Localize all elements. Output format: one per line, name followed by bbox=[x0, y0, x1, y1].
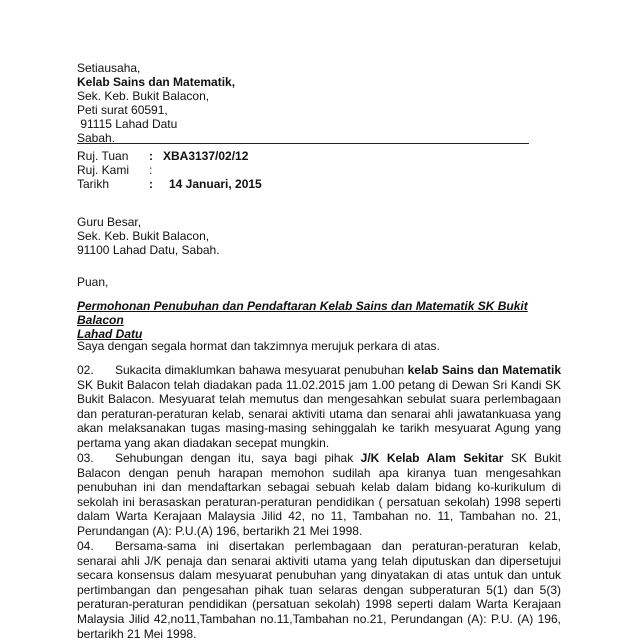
subject-line-1: Permohonan Penubuhan dan Pendaftaran Kelab Sains dan Matematik SK Bukit Balacon bbox=[77, 299, 528, 327]
sender-postcode: 91115 Lahad Datu bbox=[77, 117, 178, 131]
paragraph-02 bbox=[77, 363, 561, 451]
ref-value: XBA3137/02/12 bbox=[163, 149, 249, 163]
ref-value: 14 Januari, 2015 bbox=[169, 177, 262, 191]
ref-colon: : bbox=[149, 163, 153, 177]
paragraph-04 bbox=[77, 539, 561, 641]
paragraph-number: 04. bbox=[77, 539, 94, 553]
subject-line-2: Lahad Datu bbox=[77, 327, 143, 341]
paragraph-number: 03. bbox=[77, 451, 94, 465]
paragraph-text: Sehubungan dengan itu, saya bagi pihak bbox=[115, 451, 361, 465]
sender-title: Setiausaha, bbox=[77, 61, 141, 75]
ref-colon: : bbox=[149, 177, 153, 191]
letter-subject bbox=[77, 299, 561, 341]
ref-label: Tarikh bbox=[77, 177, 110, 191]
header-divider bbox=[77, 143, 529, 144]
recipient-title: Guru Besar, bbox=[77, 215, 142, 229]
paragraph-text: SK Bukit Balacon telah diadakan pada 11.02.2015 jam 1.00 petang di Dewan Sri Kandi SK Bukit Balacon. Mesyuarat telah memutus dan mengesahkan sebulat suara perlembagaan dan peraturan-peraturan kelab, senarai aktiviti utama dan senarai ahli jawatankuasa yang akan melaksanakan tugas masing-masing sehinggalah ke tarikh mesyuarat Agung yang pertama yang akan diadakan secepat mungkin. bbox=[77, 377, 561, 450]
ref-label: Ruj. Tuan bbox=[77, 149, 129, 163]
paragraph-text: SK Bukit Balacon dengan penuh harapan memohon sudilah apa kiranya tuan mengesahkan penubuhan ini dan mendaftarkan sebagai sebuah kelab dalam bidang ko-kurikulum di sekolah ini berasaskan peraturan-peraturan pendidikan ( persatuan sekolah) 1998 seperti dalam Warta Kerajaan Malaysia Jilid 42, no 11, Tambahan no. 11, Tambahan no. 21, Perundangan (A): P.U.(A) 196, bertarikh 21 Mei 1998. bbox=[77, 451, 561, 538]
club-name-bold: kelab Sains dan Matematik bbox=[407, 363, 561, 377]
sender-club: Kelab Sains dan Matematik, bbox=[77, 75, 236, 89]
ref-label: Ruj. Kami bbox=[77, 163, 130, 177]
recipient-address: 91100 Lahad Datu, Sabah. bbox=[77, 243, 220, 257]
committee-name-bold: J/K Kelab Alam Sekitar bbox=[360, 451, 504, 465]
opening-sentence: Saya dengan segala hormat dan takzimnya merujuk perkara di atas. bbox=[77, 339, 440, 353]
ref-colon: : bbox=[149, 149, 153, 163]
paragraph-number: 02. bbox=[77, 363, 94, 377]
sender-school: Sek. Keb. Bukit Balacon, bbox=[77, 89, 210, 103]
salutation: Puan, bbox=[77, 275, 109, 289]
sender-po-box: Peti surat 60591, bbox=[77, 103, 168, 117]
sender-state: Sabah. bbox=[77, 131, 116, 145]
recipient-school: Sek. Keb. Bukit Balacon, bbox=[77, 229, 210, 243]
paragraph-text: Sukacita dimaklumkan bahawa mesyuarat penubuhan bbox=[115, 363, 408, 377]
paragraph-text: Bersama-sama ini disertakan perlembagaan dan peraturan-peraturan kelab, senarai ahli J/K penaja dan senarai aktiviti utama yang telah diputuskan dan dipersetujui secara konsensus dalam mesyuarat penubuhan yang dinyatakan di atas untuk dan untuk pertimbangan dan pengesahan pihak tuan selaras dengan subperaturan 5(1) dan 5(3) peraturan-peraturan pendidikan (persatuan sekolah) 1998 seperti dalam Warta Kerajaan Malaysia Jilid 42,no11,Tambahan no.11,Tambahan no.21, Perundangan (A): P.U. (A) 196, bertarikh 21 Mei 1998. bbox=[77, 539, 561, 641]
paragraph-03 bbox=[77, 451, 561, 539]
